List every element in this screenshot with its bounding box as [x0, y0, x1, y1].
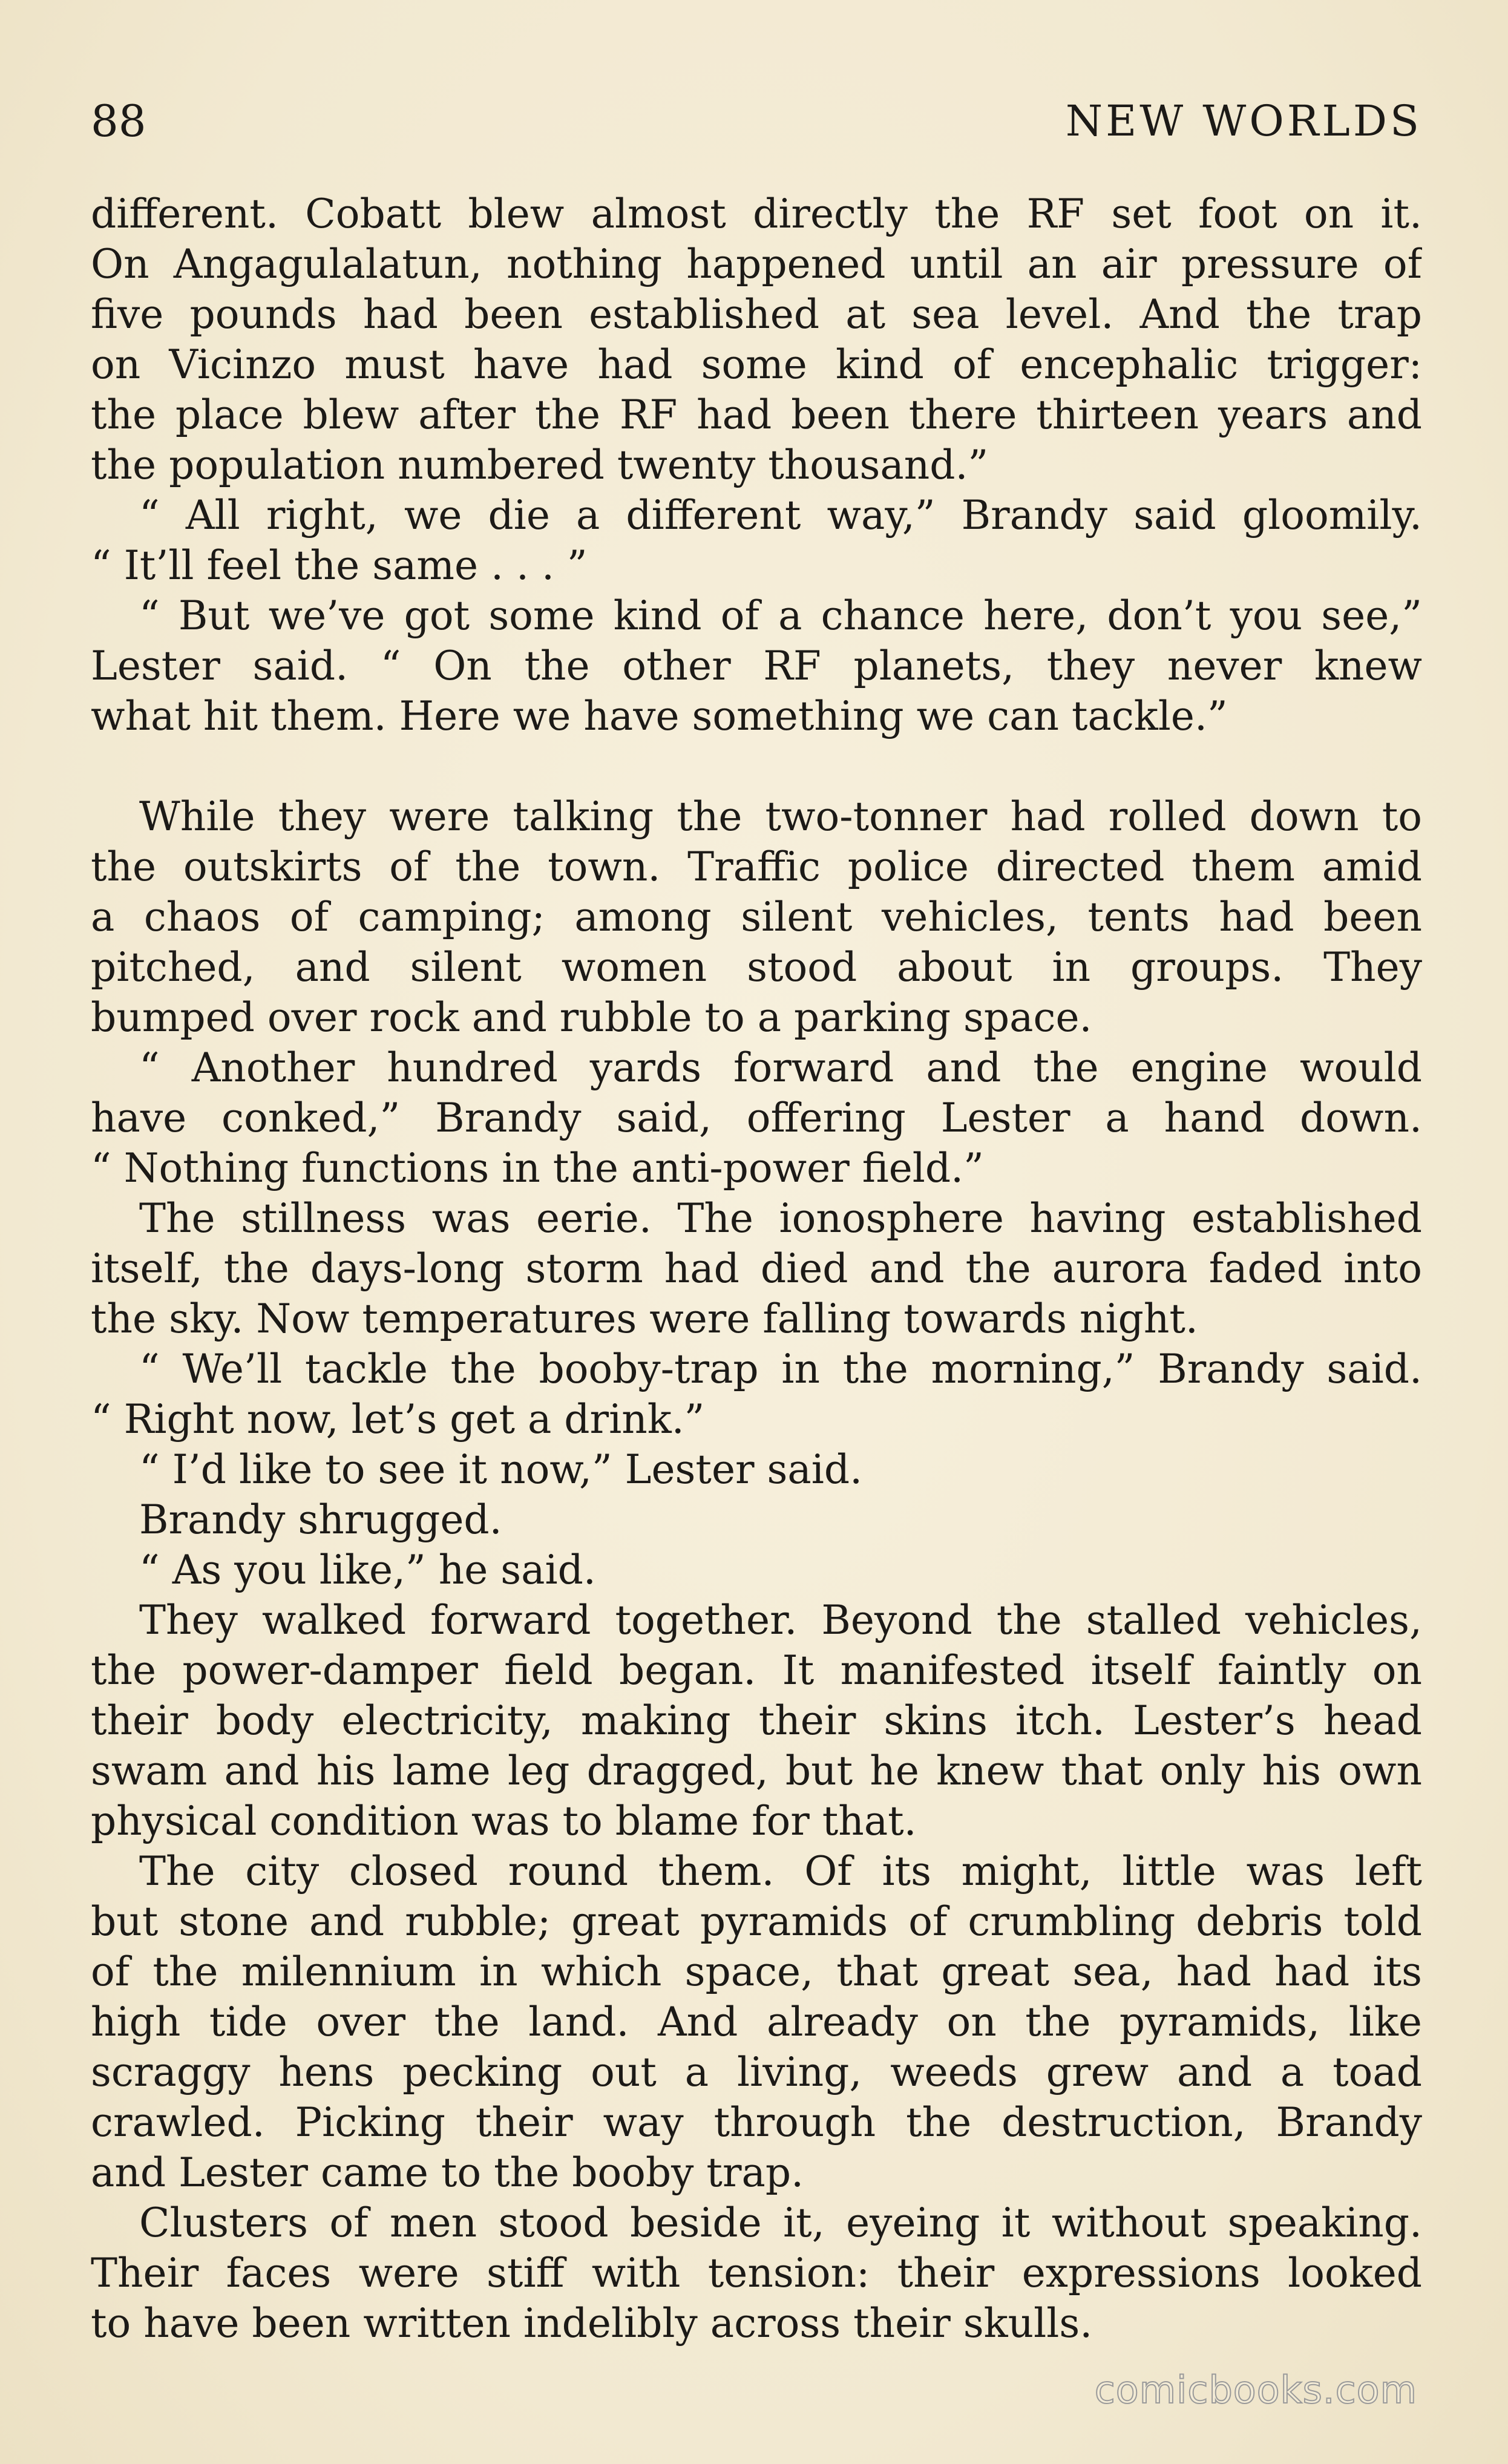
text-line: itself, the days-long storm had died and the aurora faded into [91, 1245, 1422, 1292]
text-line: “ Nothing functions in the anti-power field.” [91, 1145, 984, 1191]
text-line: Lester said. “ On the other RF planets, they never knew [91, 643, 1422, 689]
text-line: the outskirts of the town. Traffic police directed them amid [91, 844, 1422, 890]
text-line: on Vicinzo must have had some kind of encephalic trigger: [91, 341, 1422, 388]
text-line: to have been written indelibly across their skulls. [91, 2300, 1093, 2347]
text-line: and Lester came to the booby trap. [91, 2149, 804, 2196]
text-line: “ I’d like to see it now,” Lester said. [139, 1446, 863, 1493]
text-line: Their faces were stiff with tension: their expressions looked [91, 2250, 1422, 2296]
text-line: Clusters of men stood beside it, eyeing it without speaking. [139, 2200, 1422, 2246]
text-line: “ As you like,” he said. [139, 1547, 596, 1593]
text-line: “ But we’ve got some kind of a chance here, don’t you see,” [139, 592, 1422, 639]
text-line: the power-damper field began. It manifested itself faintly on [91, 1647, 1422, 1694]
text-line: “ All right, we die a different way,” Brandy said gloomily. [139, 492, 1422, 539]
section-break [91, 741, 1422, 791]
text-line: They walked forward together. Beyond the stalled vehicles, [139, 1597, 1422, 1643]
text-line: The stillness was eerie. The ionosphere having established [139, 1195, 1422, 1242]
text-line: pitched, and silent women stood about in groups. They [91, 944, 1422, 991]
text-line: different. Cobatt blew almost directly the RF set foot on it. [91, 191, 1422, 237]
text-line: bumped over rock and rubble to a parking space. [91, 994, 1092, 1041]
text-line: swam and his lame leg dragged, but he knew that only his own [91, 1748, 1422, 1794]
text-line: scraggy hens pecking out a living, weeds grew and a toad [91, 2049, 1422, 2095]
text-line: crawled. Picking their way through the destruction, Brandy [91, 2099, 1422, 2146]
text-line: of the milennium in which space, that great sea, had had its [91, 1948, 1422, 1995]
text-line: Brandy shrugged. [139, 1496, 502, 1543]
text-line: “ We’ll tackle the booby-trap in the morning,” Brandy said. [139, 1346, 1422, 1392]
text-line: a chaos of camping; among silent vehicles, tents had been [91, 894, 1422, 940]
text-line: their body electricity, making their skins itch. Lester’s head [91, 1697, 1422, 1744]
body-text [91, 189, 1422, 2367]
text-line: physical condition was to blame for that. [91, 1798, 917, 1844]
text-line: five pounds had been established at sea level. And the trap [91, 291, 1422, 338]
text-line: high tide over the land. And already on the pyramids, like [91, 1999, 1422, 2045]
text-line: “ Another hundred yards forward and the engine would [139, 1044, 1422, 1091]
text-line: what hit them. Here we have something we can tackle.” [91, 693, 1228, 739]
text-line: the sky. Now temperatures were falling towards night. [91, 1296, 1198, 1342]
text-line: “ Right now, let’s get a drink.” [91, 1396, 705, 1443]
running-head: NEW WORLDS [1065, 96, 1422, 146]
text-line: the population numbered twenty thousand.” [91, 442, 989, 488]
text-line: “ It’ll feel the same . . . ” [91, 542, 588, 589]
text-line: While they were talking the two-tonner had rolled down to [139, 793, 1422, 840]
text-line: but stone and rubble; great pyramids of crumbling debris told [91, 1898, 1422, 1945]
watermark-logo: comicbooks.com [1094, 2368, 1417, 2412]
text-line: On Angagulalatun, nothing happened until an air pressure of [91, 241, 1422, 287]
text-line: the place blew after the RF had been there thirteen years and [91, 392, 1422, 438]
text-line: The city closed round them. Of its might, little was left [139, 1848, 1422, 1895]
page-header [91, 91, 1422, 151]
text-line: have conked,” Brandy said, offering Lester a hand down. [91, 1095, 1422, 1141]
page-number: 88 [91, 96, 146, 146]
